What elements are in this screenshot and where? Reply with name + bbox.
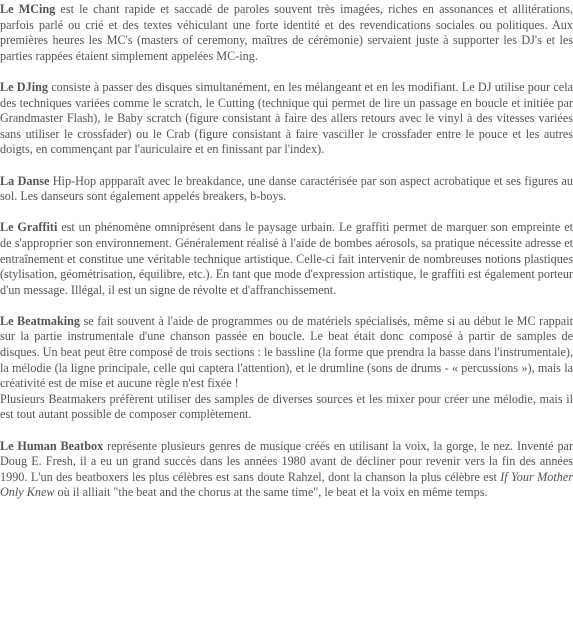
paragraph-beatmaking <box>0 314 573 392</box>
paragraph-text: est un phénomène omniprésent dans le paysage urbain. Le graffiti permet de marquer son empreinte et de s'approprier son environnement. Généralement réalisé à l'aide de bombes aérosols, sa pratique nécessite adresse et entraînement et constitue une véritable technique artistique. Celle-ci fait intervenir de nombreuses notions plastiques (stylisation, géométrisation, équilibre, etc.). En tant que mode d'expression artistique, le graffiti est également porteur d'un message. Illégal, il est un signe de révolte et d'affranchissement. <box>0 220 573 297</box>
paragraph-text: se fait souvent à l'aide de programmes ou de matériels spécialisés, même si au début le MC rappait sur la partie instrumentale d'une chanson passée en boucle. Le beat était donc composé à partir de samples de disques. Un beat peut être composé de trois sections : le bassline (la forme que prendra la basse dans l'instrumentale), la mélodie (la ligne principale, celle qui captera l'attention), et le drumline (sons de drums - « percussions »), mais la créativité est de mise et aucune règle n'est fixée ! <box>0 313 573 391</box>
paragraph-mcing <box>0 2 573 64</box>
term-beatmaking: Le Beatmaking <box>0 313 81 328</box>
paragraph-text: Plusieurs Beatmakers préfèrent utiliser des samples de diverses sources et les mixer pour créer une mélodie, mais il est tout autant possible de composer complètement. <box>0 391 573 422</box>
paragraph-graffiti <box>0 220 573 298</box>
term-mcing: Le MCing <box>0 2 56 16</box>
paragraph-text: représente plusieurs genres de musique créés en utilisant la voix, la gorge, le nez. Inventé par Doug E. Fresh, il a eu un grand succès dans les années 1980 avant de décliner pour revenir vers la fin des années 1990. L'un des beatboxers les plus célèbres est sans doute Rahzel, dont la chanson la plus célèbre est <box>0 438 573 484</box>
song-title: If Your Mother Only Knew <box>0 469 573 500</box>
term-human-beatbox: Le Human Beatbox <box>0 438 104 453</box>
paragraph-text-after: où il alliait "the beat and the chorus at the same time", le beat et la voix en même temps. <box>54 485 488 500</box>
paragraph-human-beatbox <box>0 439 573 501</box>
paragraph-danse <box>0 174 573 205</box>
paragraph-text: consiste à passer des disques simultanément, en les mélangeant et en les modifiant. Le DJ utilise pour cela des techniques variées comme le scratch, le Cutting (technique qui permet de lire un passage en boucle et initiée par Grandmaster Flash), le Baby scratch (figure consistant à faire des allers retours avec le vinyl à des vitesses variées sans utiliser le crossfader) ou le Crab (figure consistant à faire vasciller le crossfader entre le pouce et les autres doigts, en commençant par l'auriculaire et en finissant par l'index). <box>0 79 573 157</box>
term-graffiti: Le Graffiti <box>0 220 58 235</box>
term-djing: Le DJing <box>0 79 48 94</box>
term-danse: La Danse <box>0 173 50 188</box>
paragraph-beatmakers <box>0 392 573 423</box>
paragraph-djing <box>0 80 573 158</box>
paragraph-text: est le chant rapide et saccadé de paroles souvent très imagées, riches en assonances et allitérations, parfois parlé ou crié et des textes véhiculant une forte identité et des revendications sociales ou politiques. Aux premières heures les MC's (masters of ceremony, maîtres de cérémonie) servaient juste à supporter les DJ's et les parties rappées étaient simplement appelées MC-ing. <box>0 2 573 63</box>
paragraph-text: Hip-Hop appparaît avec le breakdance, une danse caractérisée par son aspect acrobatique et ses figures au sol. Les danseurs sont également appelés breakers, b-boys. <box>0 173 573 204</box>
